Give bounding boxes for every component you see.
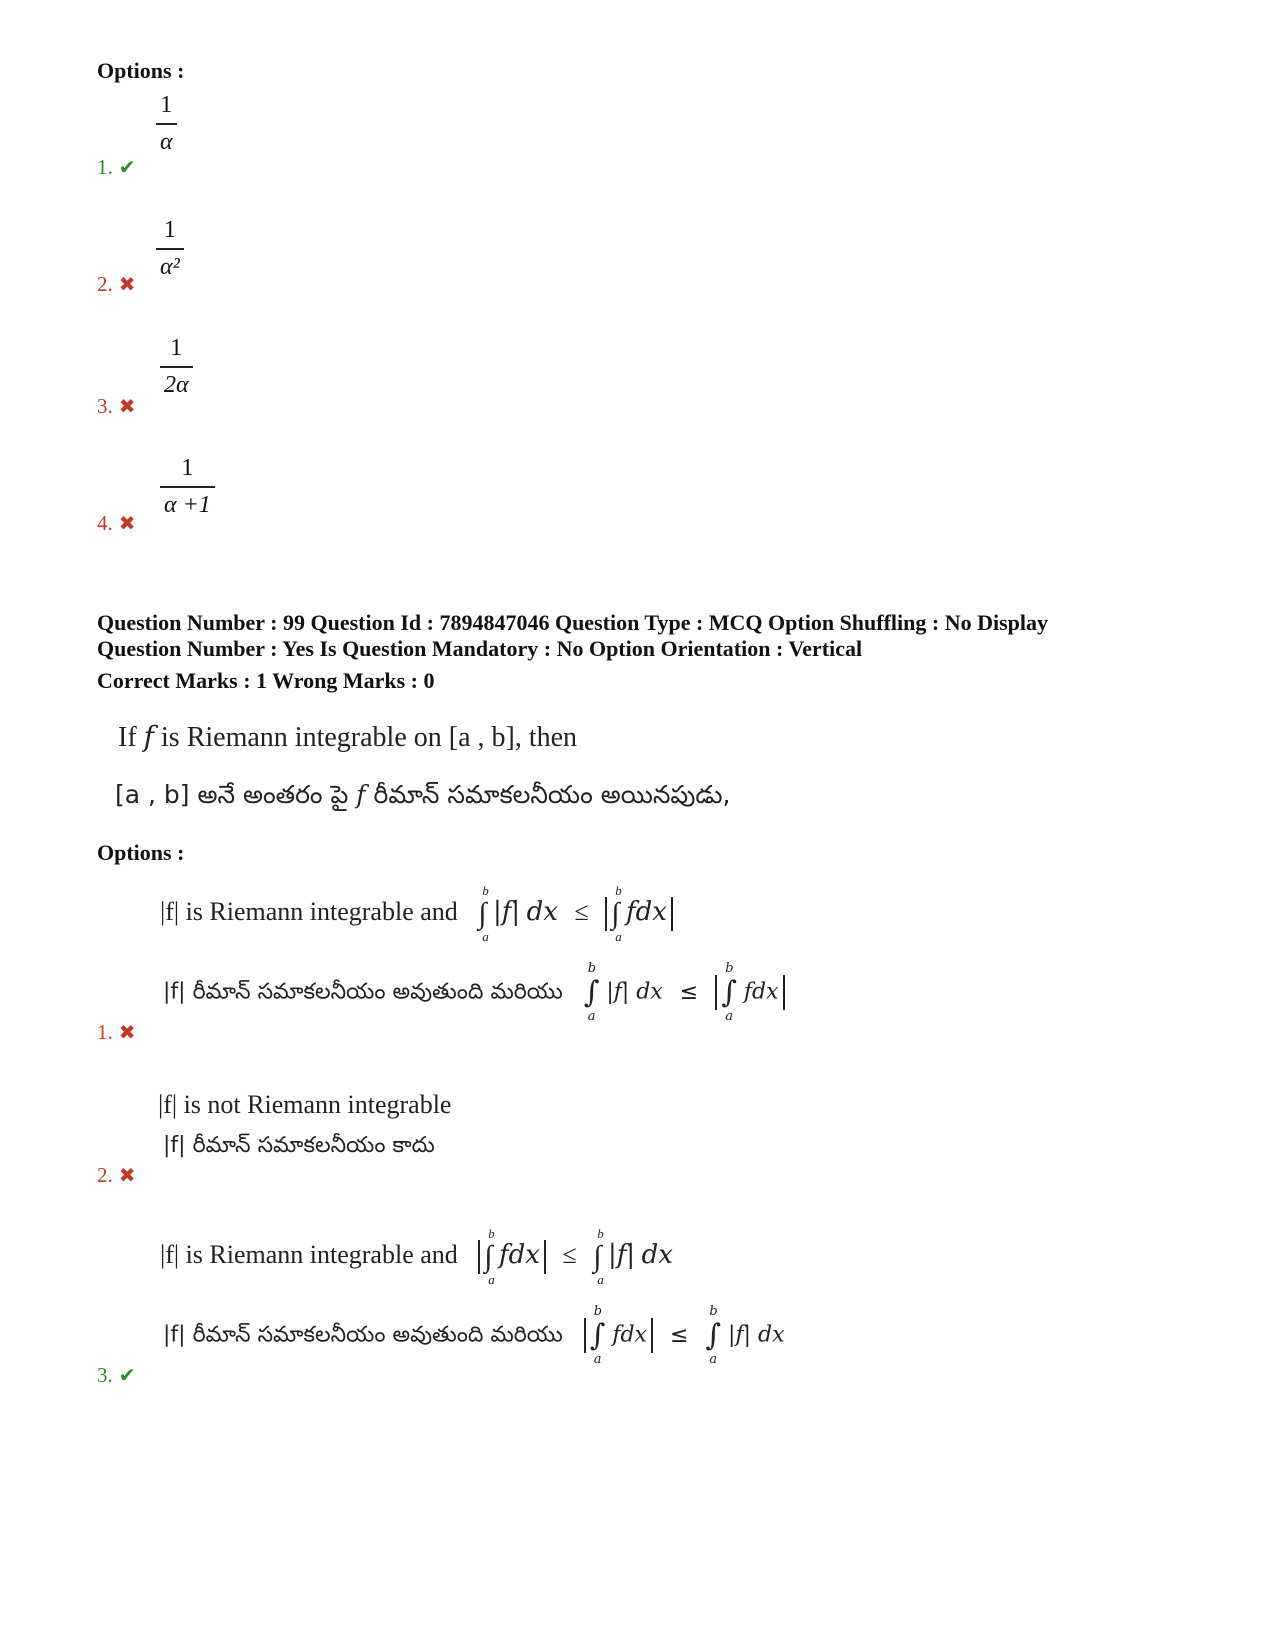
- option-fraction: 1 α: [156, 92, 177, 156]
- cross-icon: ✖: [118, 1022, 136, 1044]
- option-3-english: |f| is Riemann integrable and ∫ b a fdx ≤ ∫ b a |f| dx: [160, 1226, 673, 1288]
- option-number: 2. ✖: [97, 1163, 136, 1187]
- option-number: 2. ✖: [97, 272, 136, 296]
- option-number: 1. ✔: [97, 155, 136, 179]
- cross-icon: ✖: [118, 274, 136, 296]
- option-1-english: |f| is Riemann integrable and ∫ b a |f| dx ≤ ∫ b a fdx: [160, 897, 673, 931]
- option-2-telugu: |f| రీమాన్ సమాకలనీయం కాదు: [163, 1133, 435, 1158]
- option-number: 3. ✔: [97, 1363, 136, 1387]
- option-3-telugu: |f| రీమాన్ సమాకలనీయం అవుతుంది మరియు ∫ b a fdx ≤ ∫ b a |f| dx: [163, 1304, 785, 1367]
- option-number: 4. ✖: [97, 511, 136, 535]
- options-label: Options :: [97, 58, 185, 83]
- options-label: Options :: [97, 840, 185, 865]
- marks-line: Correct Marks : 1 Wrong Marks : 0: [97, 668, 435, 693]
- option-1-telugu: |f| రీమాన్ సమాకలనీయం అవుతుంది మరియు ∫ b a |f| dx ≤ ∫ b a fdx: [163, 975, 785, 1010]
- question-stem-english: If f is Riemann integrable on [a , b], then: [118, 720, 578, 753]
- cross-icon: ✖: [118, 396, 136, 418]
- option-number: 3. ✖: [97, 394, 136, 418]
- question-meta-line-2: Question Number : Yes Is Question Mandatory : No Option Orientation : Vertical: [97, 636, 863, 661]
- option-fraction: 1 2α: [160, 335, 193, 399]
- question-meta-line-1: Question Number : 99 Question Id : 7894847046 Question Type : MCQ Option Shuffling : No Display: [97, 610, 1049, 635]
- cross-icon: ✖: [118, 1165, 136, 1187]
- option-number: 1. ✖: [97, 1020, 136, 1044]
- option-2-english: |f| is not Riemann integrable: [158, 1090, 452, 1119]
- question-stem-telugu: [a , b] అనే అంతరం పై f రీమాన్ సమాకలనీయం అయినపుడు,: [115, 780, 731, 809]
- cross-icon: ✖: [118, 513, 136, 535]
- check-icon: ✔: [118, 157, 136, 179]
- check-icon: ✔: [118, 1365, 136, 1387]
- option-fraction: 1 α²: [156, 217, 184, 281]
- option-fraction: 1 α +1: [160, 455, 215, 519]
